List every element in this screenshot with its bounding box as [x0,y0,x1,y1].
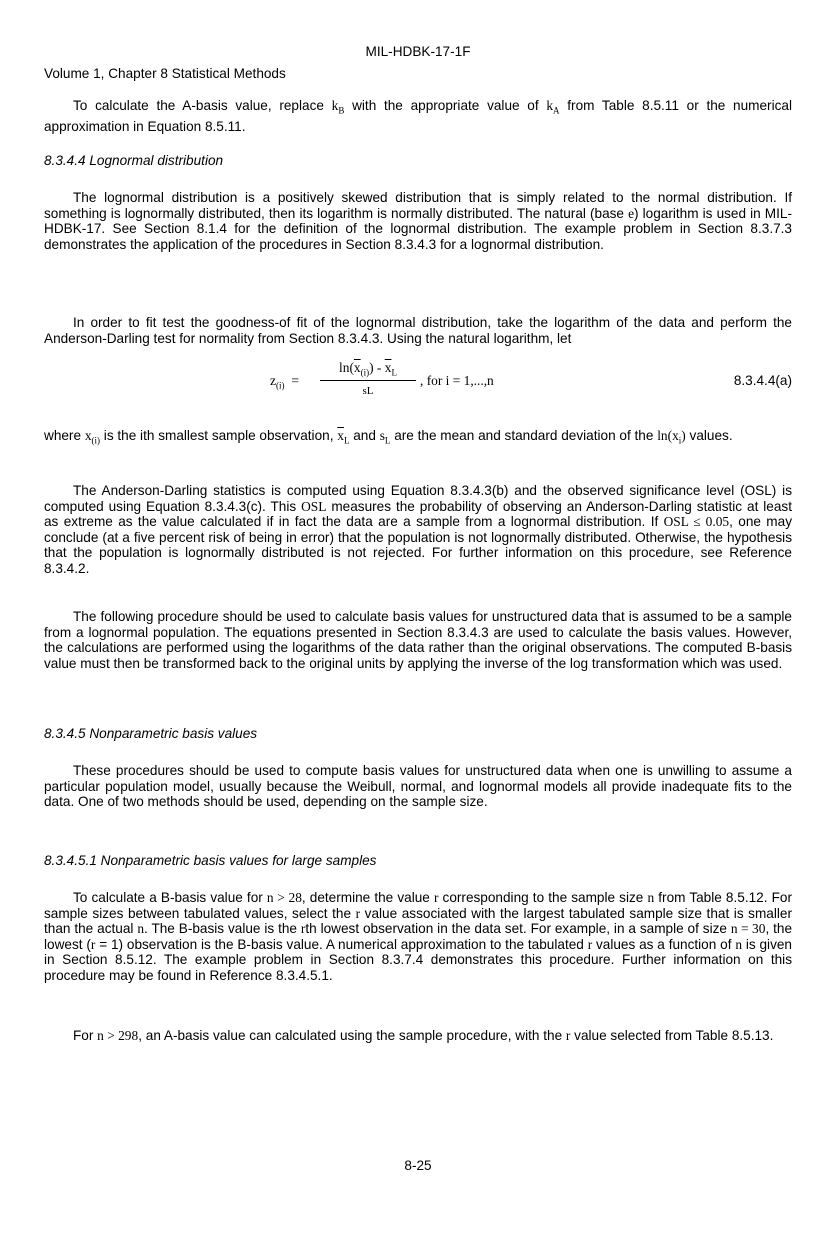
equation-numerator: $\ln(\overline{x}_{(i)}) - \overline{x}_L$ [320,360,416,381]
lognormal-intro-paragraph: The lognormal distribution is a positively skewed distribution that is simply related to the normal distribution. If something is lognormally distributed, then its logarithm is normally distributed. The natural (base e) logarithm is used in MIL-HDBK-17. See Section 8.1.4 for the definition of the lognormal distribution. The example problem in Section 8.3.7.3 demonstrates the application of the procedures in Section 8.3.4.3 for a lognormal distribution. [44,190,792,252]
goodness-of-fit-paragraph: In order to fit test the goodness-of fit of the lognormal distribution, take the logarithm of the data and perform the Anderson-Darling test for normality from Section 8.3.4.3. Using the natural logarithm, let [44,315,792,346]
section-heading-8-3-4-5-1: 8.3.4.5.1 Nonparametric basis values for large samples [44,853,377,868]
equation-denominator: sL [362,384,374,397]
equation-lhs: $z_{(i)}$ = [270,373,300,391]
large-samples-paragraph: To calculate a B-basis value for n > 28, determine the value r corresponding to the sample size n from Table 8.5.12. For sample sizes between tabulated values, select the r value associated with the largest tabulated sample size that is smaller than the actual n. The B-basis value is the rth lowest observation in the data set. For example, in a sample of size n = 30, the lowest (r = 1) observation is the B-basis value. A numerical approximation to the tabulated r values as a function of n is given in Section 8.5.12. The example problem in Section 8.3.7.4 demonstrates this procedure. Further information on this procedure may be found in Reference 8.3.4.5.1. [44,890,793,983]
equation-8-3-4-4a [44,360,792,404]
basis-procedure-paragraph: The following procedure should be used to calculate basis values for unstructured data that is assumed to be a sample from a lognormal population. The equations presented in Section 8.3.4.3 are used to calculate the basis values. However, the calculations are performed using the logarithms of the data rather than the original observations. The computed B-basis value must then be transformed back to the original units by applying the inverse of the log transformation which was used. [44,609,792,671]
page-number: 8-25 [404,1158,432,1173]
where-paragraph: where $x_{(i)}$ is the ith smallest sample observation, $\overline{x}_L$ and $s_L$ are the mean and standard deviation of the $\ln(x_i)$ values. [44,428,733,446]
intro-paragraph: To calculate the A-basis value, replace $k_B$ with the appropriate value of $k_A$ from Table 8.5.11 or the numerical approximation in Equation 8.5.11. [44,98,792,135]
a-basis-paragraph: For n > 298, an A-basis value can calculated using the sample procedure, with the r value selected from Table 8.5.13. [73,1028,774,1043]
section-heading-8-3-4-5: 8.3.4.5 Nonparametric basis values [44,726,258,741]
document-id-header: MIL-HDBK-17-1F [365,44,471,59]
nonparametric-intro-paragraph: These procedures should be used to compute basis values for unstructured data when one is unwilling to assume a particular population model, usually because the Weibull, normal, and lognormal models all provide inadequate fits to the data. One of two methods should be used, depending on the sample size. [44,763,792,810]
equation-number: 8.3.4.4(a) [733,373,792,388]
anderson-darling-paragraph: The Anderson-Darling statistics is computed using Equation 8.3.4.3(b) and the observed significance level (OSL) is computed using Equation 8.3.4.3(c). This OSL measures the probability of observing an Anderson-Darling statistic at least as extreme as the value calculated if in fact the data are a sample from a lognormal distribution. If OSL ≤ 0.05, one may conclude (at a five percent risk of being in error) that the population is not lognormally distributed. Otherwise, the hypothesis that the population is lognormally distributed is not rejected. For further information on this procedure, see Reference 8.3.4.2. [44,483,792,576]
equation-fraction [320,360,416,397]
equation-condition: , for i = 1,...,n [420,373,494,388]
volume-chapter-header: Volume 1, Chapter 8 Statistical Methods [44,66,286,81]
section-heading-8-3-4-4: 8.3.4.4 Lognormal distribution [44,153,224,168]
